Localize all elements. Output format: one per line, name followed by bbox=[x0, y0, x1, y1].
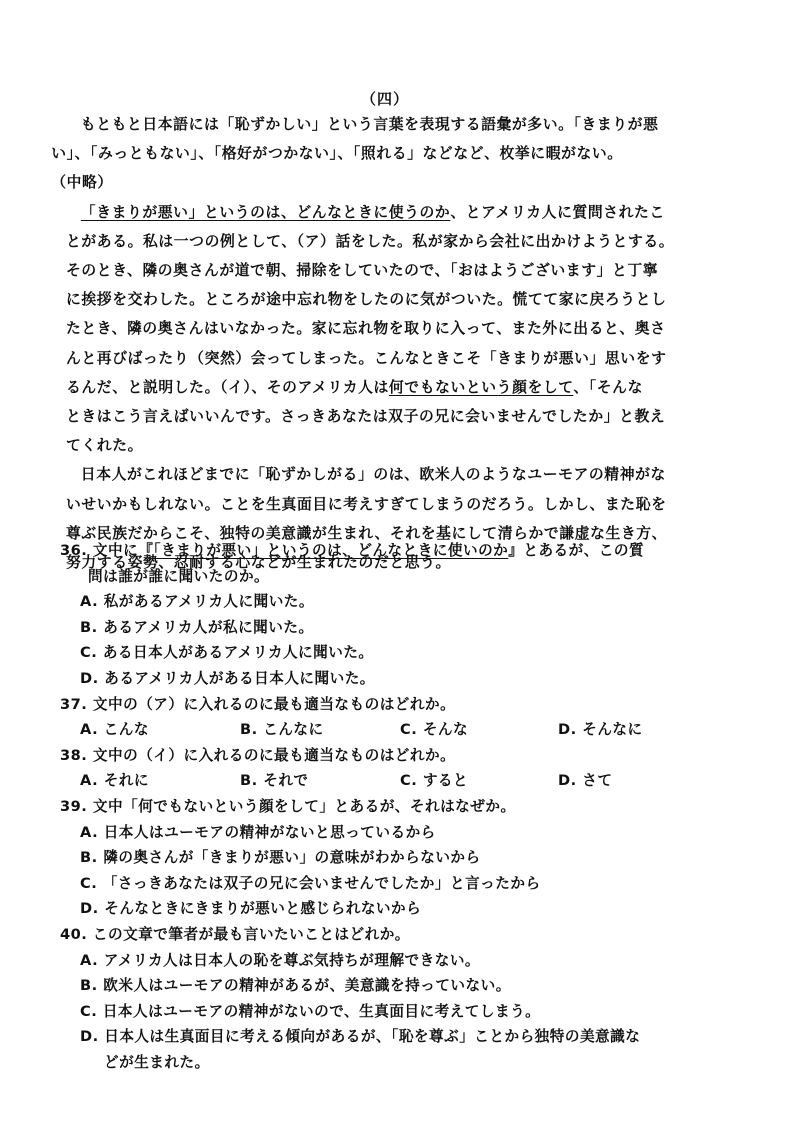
passage-text: いせいかもしれない。ことを生真面目に考えすぎてしまうのだろう。しかし、また恥を bbox=[66, 495, 667, 513]
option-b[interactable]: B. こんなに bbox=[240, 721, 324, 739]
passage-text: んと再びばったり（突然）会ってしまった。こんなときこそ「きまりが悪い」思いをす bbox=[66, 349, 667, 367]
passage-text: 、とアメリカ人に質問されたこ bbox=[450, 203, 665, 221]
option-b[interactable]: B. あるアメリカ人が私に聞いた。 bbox=[80, 618, 314, 636]
passage-text: もともと日本語には「恥ずかしい」という言葉を表現する語彙が多い。「きまりが悪 bbox=[80, 116, 659, 133]
question-stem: 40. この文章で筆者が最も言いたいことはどれか。 bbox=[60, 925, 410, 943]
passage-text: い」、「みっともない」、「格好がつかない」、「照れる」などなど、枚挙に暇がない。 bbox=[51, 145, 623, 163]
section-title: （四） bbox=[360, 90, 409, 108]
option-b[interactable]: B. 隣の奥さんが「きまりが悪い」の意味がわからないから bbox=[80, 849, 481, 867]
passage-text: とがある。私は一つの例として、（ア）話をした。私が家から会社に出かけようとする。 bbox=[66, 232, 675, 250]
option-b[interactable]: B. それで bbox=[240, 772, 309, 790]
reading-passage bbox=[51, 110, 766, 577]
option-d[interactable]: D. あるアメリカ人がある日本人に聞いた。 bbox=[80, 669, 375, 687]
question-38 bbox=[60, 743, 770, 794]
passage-paragraph-2 bbox=[66, 198, 766, 461]
option-d[interactable]: D. さて bbox=[558, 772, 613, 790]
option-a[interactable]: A. 私があるアメリカ人に聞いた。 bbox=[80, 593, 314, 611]
question-stem: 37. 文中の（ア）に入れるのに最も適当なものはどれか。 bbox=[60, 695, 456, 713]
option-c[interactable]: C. 「さっきあなたは双子の兄に会いませんでしたか」と言ったから bbox=[80, 874, 541, 892]
question-37 bbox=[60, 692, 770, 743]
passage-text: るんだ、と説明した。（イ）、そのアメリカ人は bbox=[66, 378, 389, 396]
passage-text: 、「そんな bbox=[573, 378, 643, 396]
underlined-quote: 「きまりが悪い」というのは、どんなときに使いのか bbox=[153, 542, 509, 559]
option-row bbox=[60, 768, 770, 794]
passage-text: 日本人がこれほどまでに「恥ずかしがる」のは、欧米人のようなユーモアの精神がな bbox=[80, 466, 666, 484]
option-c[interactable]: C. ある日本人があるアメリカ人に聞いた。 bbox=[80, 644, 374, 662]
option-a[interactable]: A. アメリカ人は日本人の恥を尊ぶ気持ちが理解できない。 bbox=[80, 951, 481, 969]
passage-paragraph-1 bbox=[51, 110, 766, 198]
option-c[interactable]: C. そんな bbox=[400, 721, 469, 739]
option-c[interactable]: C. 日本人はユーモアの精神がないので、生真面目に考えてしまう。 bbox=[80, 1002, 541, 1020]
question-40 bbox=[60, 922, 770, 1076]
passage-text: 尊ぶ民族だからこそ、独特の美意識が生まれ、それを基にして清らかで謙虚な生き方、 bbox=[66, 524, 668, 542]
option-c[interactable]: C. すると bbox=[400, 772, 469, 790]
option-a[interactable]: A. こんな bbox=[80, 721, 149, 739]
passage-text: に挨拶を交わした。ところが途中忘れ物をしたのに気がついた。慌てて家に戻ろうとし bbox=[66, 291, 667, 309]
option-d-continued: どが生まれた。 bbox=[104, 1053, 210, 1071]
passage-text: てくれた。 bbox=[66, 437, 143, 455]
passage-text: そのとき、隣の奥さんが道で朝、掃除をしていたので、「おはようございます」と丁寧 bbox=[66, 262, 659, 280]
question-list bbox=[60, 538, 770, 1075]
passage-text: （中略） bbox=[51, 174, 113, 192]
option-row bbox=[60, 717, 770, 743]
passage-text: たとき、隣の奥さんはいなかった。家に忘れ物を取りに入って、また外に出ると、奥さ bbox=[66, 320, 666, 338]
option-b[interactable]: B. 欧米人はユーモアの精神があるが、美意識を持っていない。 bbox=[80, 977, 511, 995]
question-stem bbox=[60, 538, 770, 564]
question-stem-continued: 問は誰が誰に聞いたのか。 bbox=[88, 567, 270, 585]
underlined-phrase-nandemonai: 何でもないという顔をして bbox=[388, 378, 574, 396]
option-a[interactable]: A. それに bbox=[80, 772, 149, 790]
question-stem: 39. 文中「何でもないという顔をして」とあるが、それはなぜか。 bbox=[60, 797, 516, 815]
option-a[interactable]: A. 日本人はユーモアの精神がないと思っているから bbox=[80, 823, 436, 841]
option-d[interactable]: D. 日本人は生真面目に考える傾向があるが、「恥を尊ぶ」ことから独特の美意識な bbox=[80, 1028, 641, 1046]
passage-text: ときはこう言えばいいんです。さっきあなたは双子の兄に会いませんでしたか」と教え bbox=[66, 408, 666, 426]
option-d[interactable]: D. そんなときにきまりが悪いと感じられないから bbox=[80, 900, 422, 918]
option-d[interactable]: D. そんなに bbox=[558, 721, 643, 739]
question-text: 』とあるが、この質 bbox=[508, 542, 645, 559]
question-39 bbox=[60, 794, 770, 922]
question-36 bbox=[60, 538, 770, 692]
question-stem: 38. 文中の（イ）に入れるのに最も適当なものはどれか。 bbox=[60, 746, 456, 764]
underlined-phrase-kimari: 「きまりが悪い」というのは、どんなときに使うのか bbox=[80, 203, 451, 221]
question-text: 36. 文中に『 bbox=[60, 542, 154, 559]
passage-text: 努力する姿勢、忍耐する心などが生まれたのだと思う。 bbox=[66, 554, 451, 572]
